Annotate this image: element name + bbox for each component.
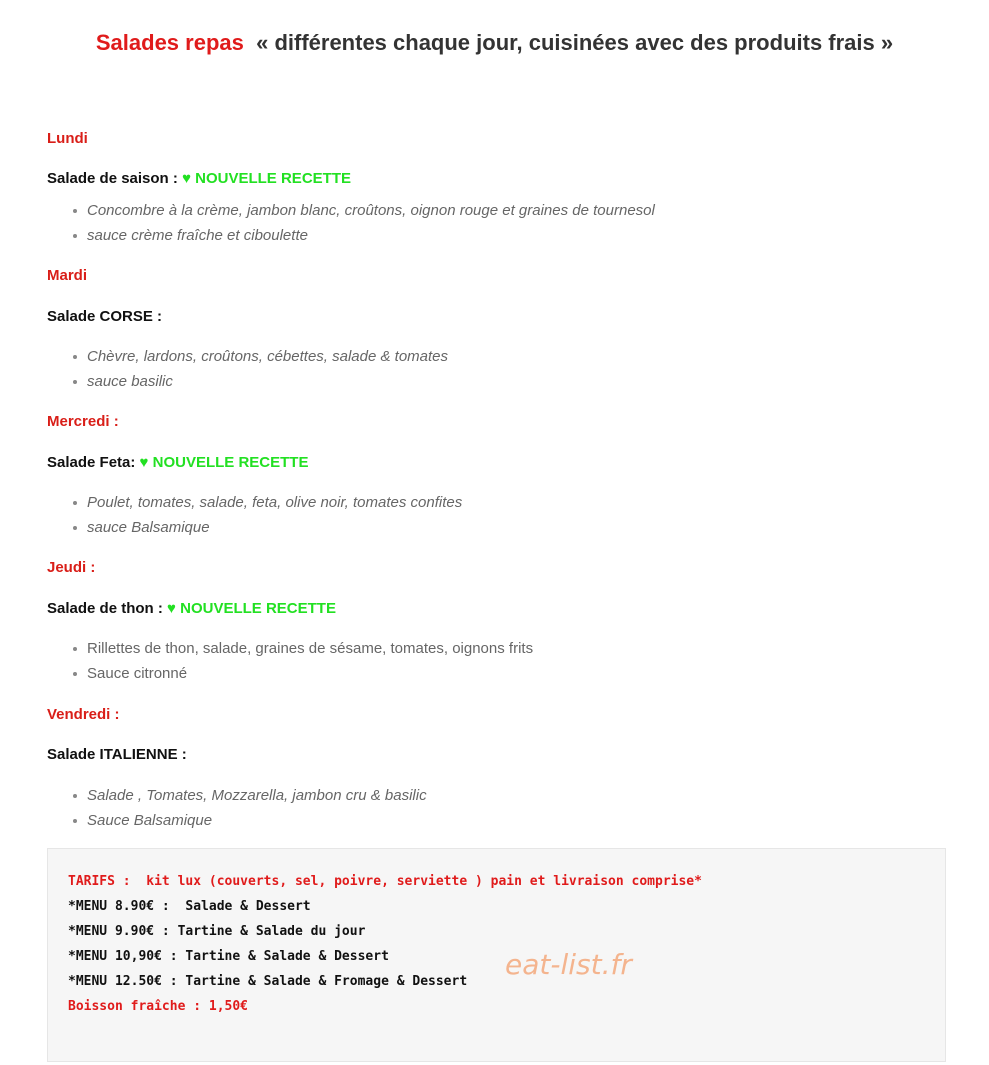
list-item: sauce crème fraîche et ciboulette	[87, 223, 655, 248]
list-item: Sauce citronné	[87, 661, 533, 686]
menu-price-line: *MENU 12.50€ : Tartine & Salade & Fromage & Dessert	[68, 974, 468, 989]
title-subtitle: « différentes chaque jour, cuisinées avec des produits frais »	[256, 30, 894, 55]
list-item: Poulet, tomates, salade, feta, olive noir, tomates confites	[87, 490, 462, 515]
salad-name: Salade ITALIENNE :	[47, 746, 187, 763]
menu-price-line: *MENU 8.90€ : Salade & Dessert	[68, 899, 311, 914]
salad-title	[47, 170, 351, 187]
salad-title	[47, 746, 187, 763]
day-heading: Jeudi :	[47, 559, 96, 576]
list-item: Concombre à la crème, jambon blanc, croûtons, oignon rouge et graines de tournesol	[87, 198, 655, 223]
salad-title	[47, 308, 162, 325]
day-heading: Mardi	[47, 267, 88, 284]
list-item: Sauce Balsamique	[87, 808, 427, 833]
pricing-box	[47, 848, 946, 1062]
list-item: Chèvre, lardons, croûtons, cébettes, salade & tomates	[87, 344, 448, 369]
ingredient-list	[47, 490, 462, 540]
ingredient-list	[47, 344, 448, 394]
ingredient-list	[47, 198, 655, 248]
day-heading: Vendredi :	[47, 706, 120, 723]
day-heading: Lundi	[47, 130, 88, 147]
menu-price-line: *MENU 9.90€ : Tartine & Salade du jour	[68, 924, 366, 939]
list-item: sauce Balsamique	[87, 515, 462, 540]
list-item: sauce basilic	[87, 369, 448, 394]
new-recipe-badge: ♥ NOUVELLE RECETTE	[182, 170, 351, 187]
title-lead: Salades repas	[95, 30, 244, 55]
salad-name: Salade Feta:	[47, 454, 136, 471]
list-item: Rillettes de thon, salade, graines de sésame, tomates, oignons frits	[87, 636, 533, 661]
page-title	[0, 30, 989, 56]
salad-name: Salade de saison :	[47, 170, 178, 187]
new-recipe-badge: ♥ NOUVELLE RECETTE	[139, 454, 309, 471]
new-recipe-badge: ♥ NOUVELLE RECETTE	[167, 600, 336, 617]
menu-price-line: *MENU 10,90€ : Tartine & Salade & Dessert	[68, 949, 389, 964]
pricing-header: TARIFS : kit lux (couverts, sel, poivre, serviette ) pain et livraison comprise*	[68, 874, 702, 889]
list-item: Salade , Tomates, Mozzarella, jambon cru & basilic	[87, 783, 427, 808]
salad-title	[47, 454, 308, 471]
ingredient-list	[47, 783, 427, 833]
day-heading: Mercredi :	[47, 413, 119, 430]
salad-name: Salade de thon :	[47, 600, 163, 617]
ingredient-list	[47, 636, 533, 686]
watermark: eat-list.fr	[505, 948, 632, 981]
salad-title	[47, 600, 336, 617]
drink-price-line: Boisson fraîche : 1,50€	[68, 999, 249, 1014]
salad-name: Salade CORSE :	[47, 308, 163, 325]
